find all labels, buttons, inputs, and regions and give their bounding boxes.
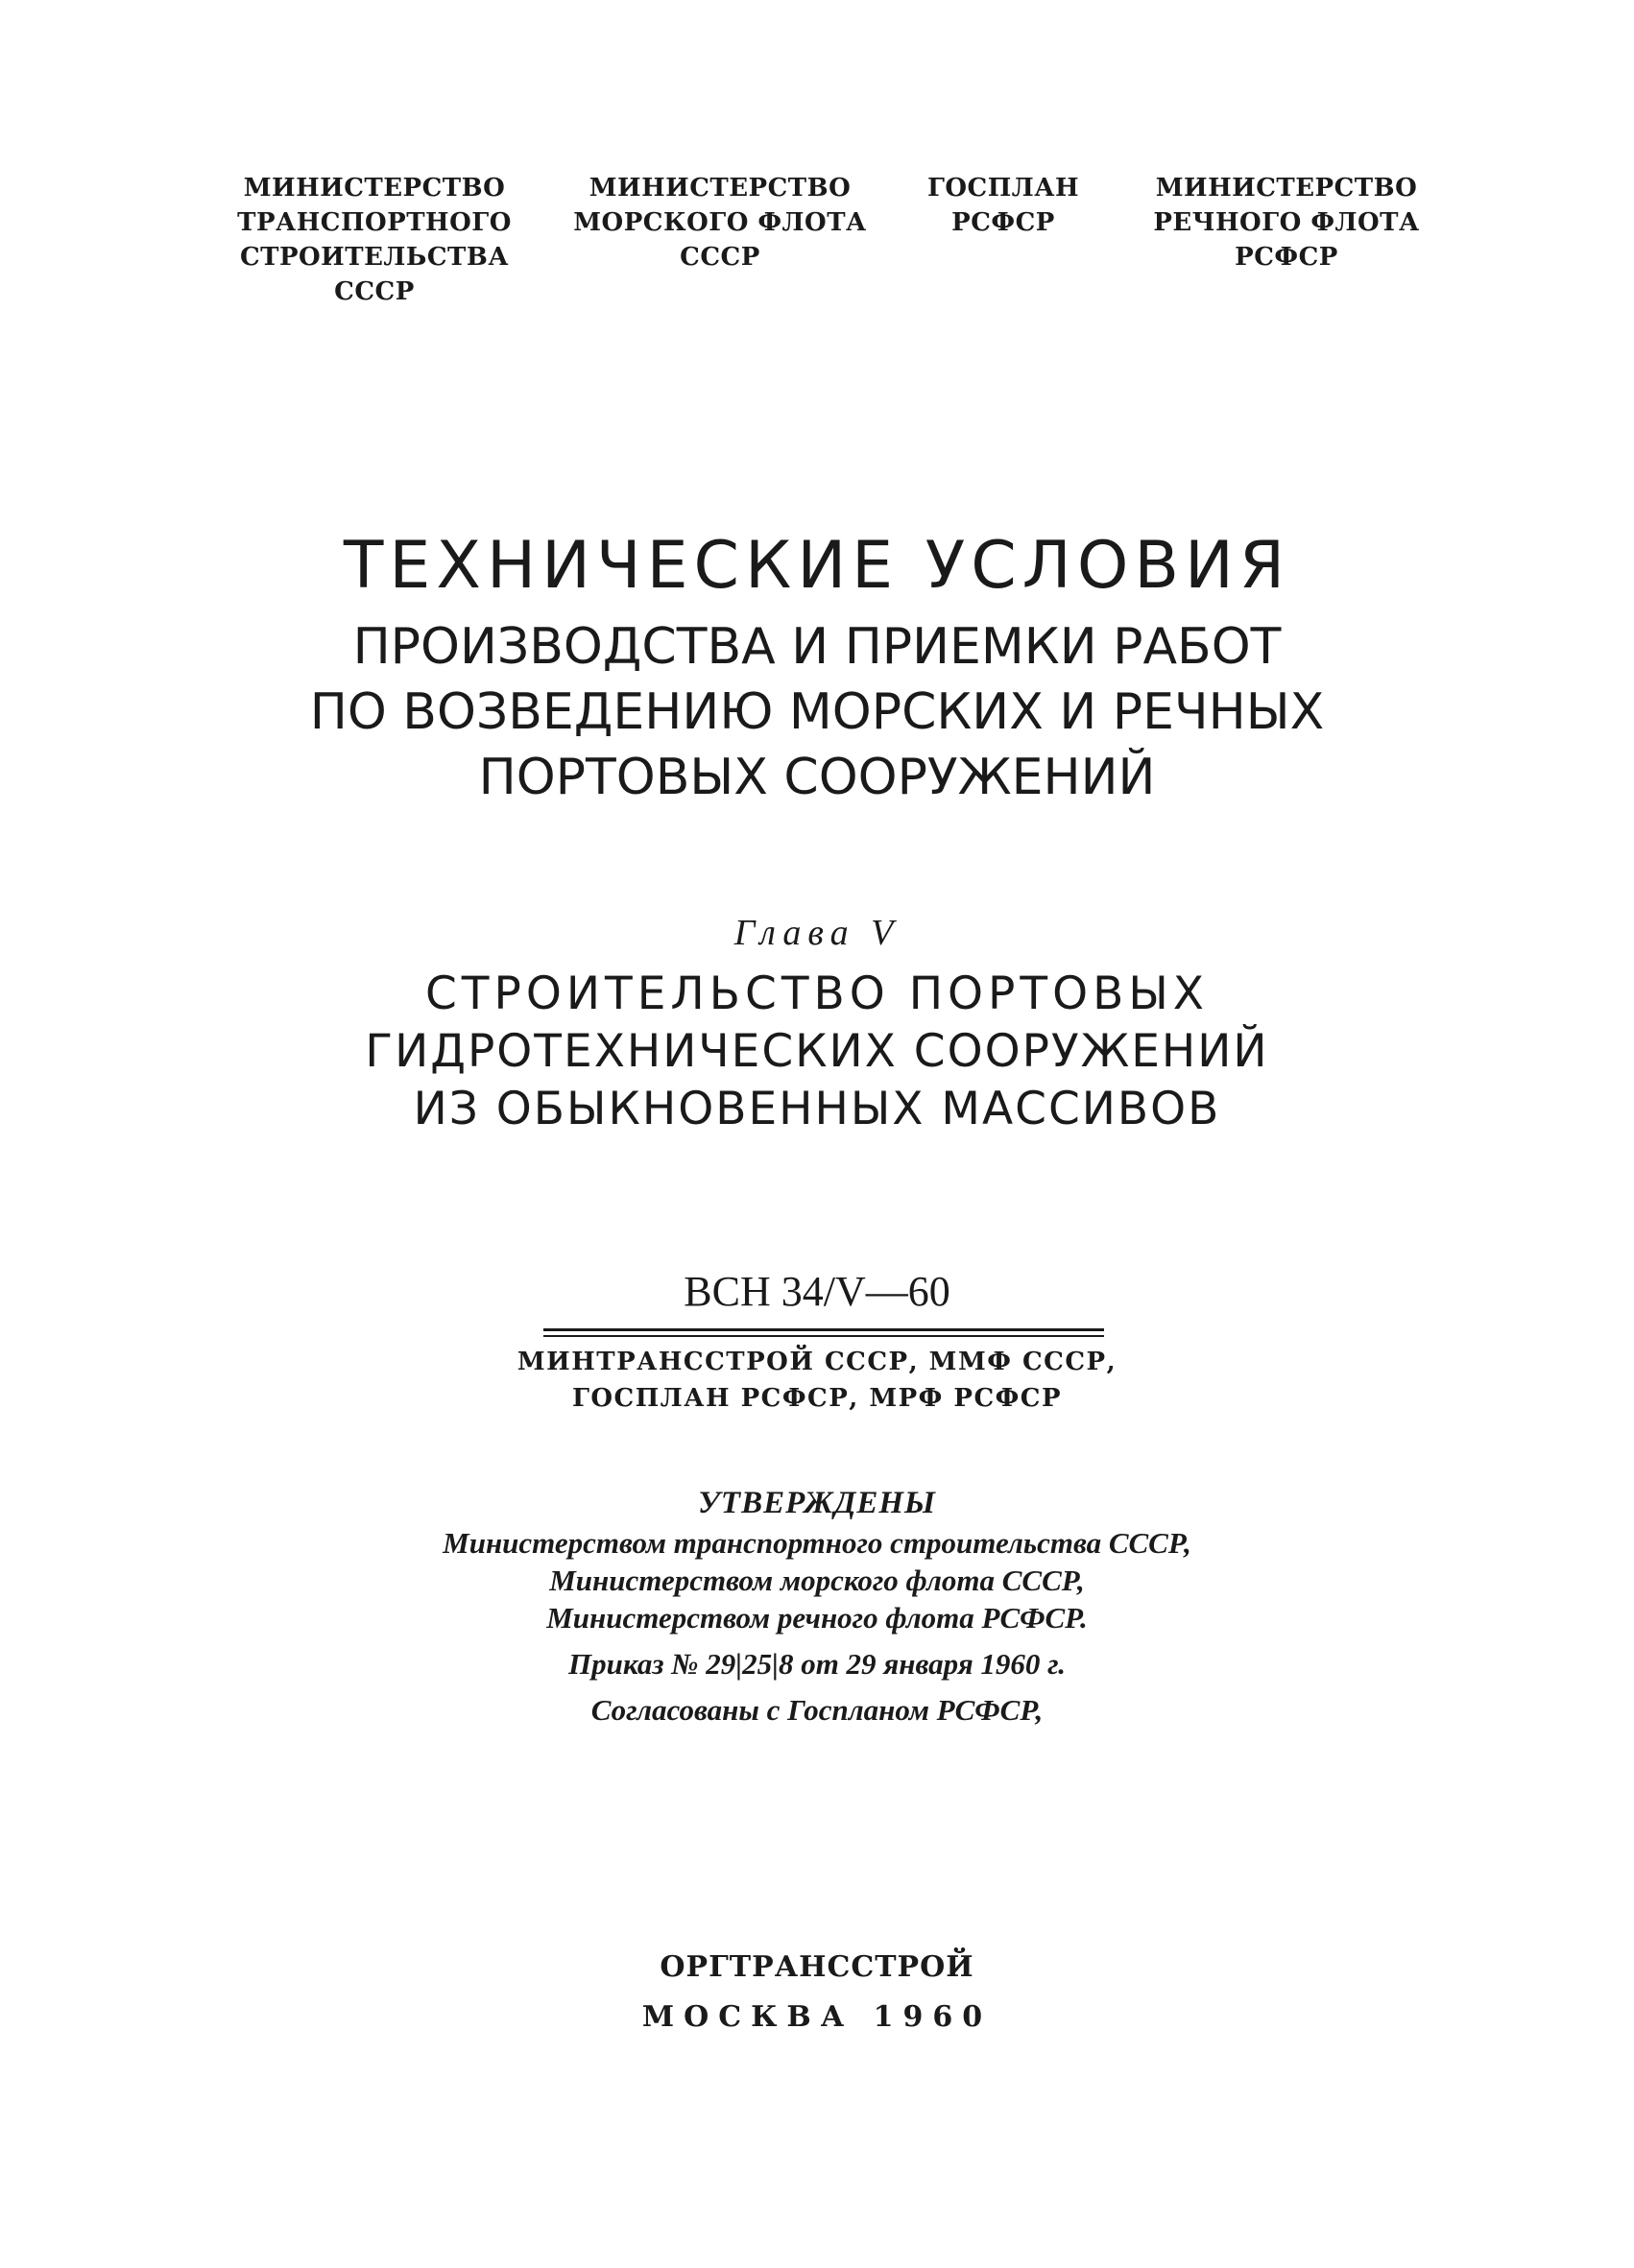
ministry-line: ГОСПЛАН — [926, 174, 1080, 203]
ministry-line: РСФСР — [1235, 243, 1338, 272]
city-year: МОСКВА 1960 — [641, 2000, 993, 2034]
ministry-line: СТРОИТЕЛЬСТВА — [239, 243, 510, 272]
ministry-line: МОРСКОГО ФЛОТА — [573, 208, 867, 237]
publishers-line: МИНТРАНССТРОЙ СССР, ММФ СССР, — [517, 1348, 1117, 1376]
ministry-marine-fleet — [547, 171, 893, 275]
publishers — [0, 1344, 1634, 1417]
divider-rule — [543, 1328, 1104, 1331]
chapter-label: Глава V — [733, 913, 901, 953]
chapter-title-line: ИЗ ОБЫКНОВЕННЫХ МАССИВОВ — [413, 1083, 1221, 1135]
document-subtitle — [0, 614, 1634, 810]
ministry-line: СССР — [334, 277, 415, 306]
ministry-line: МИНИСТЕРСТВО — [1155, 174, 1418, 203]
publisher-name: ОРГТРАНССТРОЙ — [660, 1950, 974, 1984]
approval-line: Министерством морского флота СССР, — [549, 1564, 1085, 1597]
ministry-river-fleet — [1114, 171, 1459, 275]
chapter-title-line: ГИДРОТЕХНИЧЕСКИХ СООРУЖЕНИЙ — [365, 1025, 1269, 1078]
ministry-line: МИНИСТЕРСТВО — [243, 174, 506, 203]
ministry-transport-construction — [192, 171, 557, 309]
subtitle-line: ПО ВОЗВЕДЕНИЮ МОРСКИХ И РЕЧНЫХ — [309, 683, 1325, 741]
approval-line: Министерством речного флота РСФСР. — [546, 1601, 1088, 1635]
imprint — [0, 1943, 1634, 2042]
approval-heading: УТВЕРЖДЕНЫ — [697, 1486, 937, 1520]
ministry-gosplan — [898, 171, 1109, 240]
subtitle-line: ПРОИЗВОДСТВА И ПРИЕМКИ РАБОТ — [352, 618, 1282, 676]
subtitle-line: ПОРТОВЫХ СООРУЖЕНИЙ — [478, 749, 1156, 806]
ministry-line: СССР — [680, 243, 760, 272]
approval-block — [0, 1524, 1634, 1729]
ministry-line: МИНИСТЕРСТВО — [589, 174, 852, 203]
publishers-line: ГОСПЛАН РСФСР, МРФ РСФСР — [571, 1384, 1063, 1413]
divider-rule — [543, 1335, 1104, 1337]
document-title: ТЕХНИЧЕСКИЕ УСЛОВИЯ — [343, 528, 1291, 604]
approval-line: Министерством транспортного строительства СССР, — [443, 1526, 1191, 1560]
ministry-line: ТРАНСПОРТНОГО — [237, 208, 512, 237]
ministry-line: РЕЧНОГО ФЛОТА — [1153, 208, 1420, 237]
approval-line: Приказ № 29|25|8 от 29 января 1960 г. — [568, 1647, 1066, 1681]
document-code: ВСН 34/V—60 — [684, 1268, 950, 1315]
approval-line: Согласованы с Госпланом РСФСР, — [590, 1693, 1044, 1727]
chapter-title-line: СТРОИТЕЛЬСТВО ПОРТОВЫХ — [424, 967, 1209, 1020]
chapter-title — [0, 966, 1634, 1138]
ministry-line: РСФСР — [951, 208, 1055, 237]
